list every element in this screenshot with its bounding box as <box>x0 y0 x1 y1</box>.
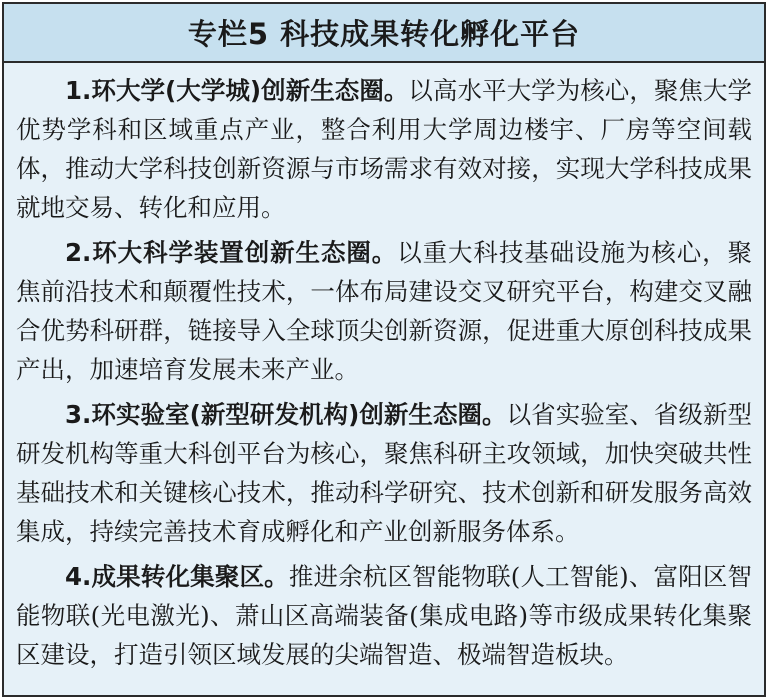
paragraph-heading: 2.环大科学装置创新生态圈。 <box>65 238 398 267</box>
paragraph-heading: 1.环大学(大学城)创新生态圈。 <box>65 76 409 105</box>
paragraph-science-facility-ecosystem <box>16 233 752 389</box>
paragraph-text: 以高水平大学为核心，聚焦大学优势学科和区域重点产业，整合利用大学周边楼宇、厂房等空间载体，推动大学科技创新资源与市场需求有效对接，实现大学科技成果就地交易、转化和应用。 <box>16 76 753 222</box>
paragraph-text: 推进余杭区智能物联(人工智能)、富阳区智能物联(光电激光)、萧山区高端装备(集成电路)等市级成果转化集聚区建设，打造引领区域发展的尖端智造、极端智造板块。 <box>16 562 752 669</box>
paragraph-heading: 4.成果转化集聚区。 <box>65 562 289 591</box>
paragraph-text: 以重大科技基础设施为核心，聚焦前沿技术和颠覆性技术，一体布局建设交叉研究平台，构建交叉融合优势科研群，链接导入全球顶尖创新资源，促进重大原创科技成果产出，加速培育发展未来产业。 <box>16 238 753 384</box>
column-box <box>2 2 766 697</box>
paragraph-heading: 3.环实验室(新型研发机构)创新生态圈。 <box>65 400 507 429</box>
paragraph-transformation-cluster <box>16 557 752 674</box>
column-header <box>4 4 764 63</box>
column-body <box>4 63 764 674</box>
paragraph-university-ecosystem <box>16 71 752 227</box>
paragraph-laboratory-ecosystem <box>16 395 752 551</box>
column-title: 专栏5 科技成果转化孵化平台 <box>187 17 581 51</box>
paragraph-text: 以省实验室、省级新型研发机构等重大科创平台为核心，聚焦科研主攻领域，加快突破共性基础技术和关键核心技术，推动科学研究、技术创新和研发服务高效集成，持续完善技术育成孵化和产业创新服务体系。 <box>16 400 753 546</box>
